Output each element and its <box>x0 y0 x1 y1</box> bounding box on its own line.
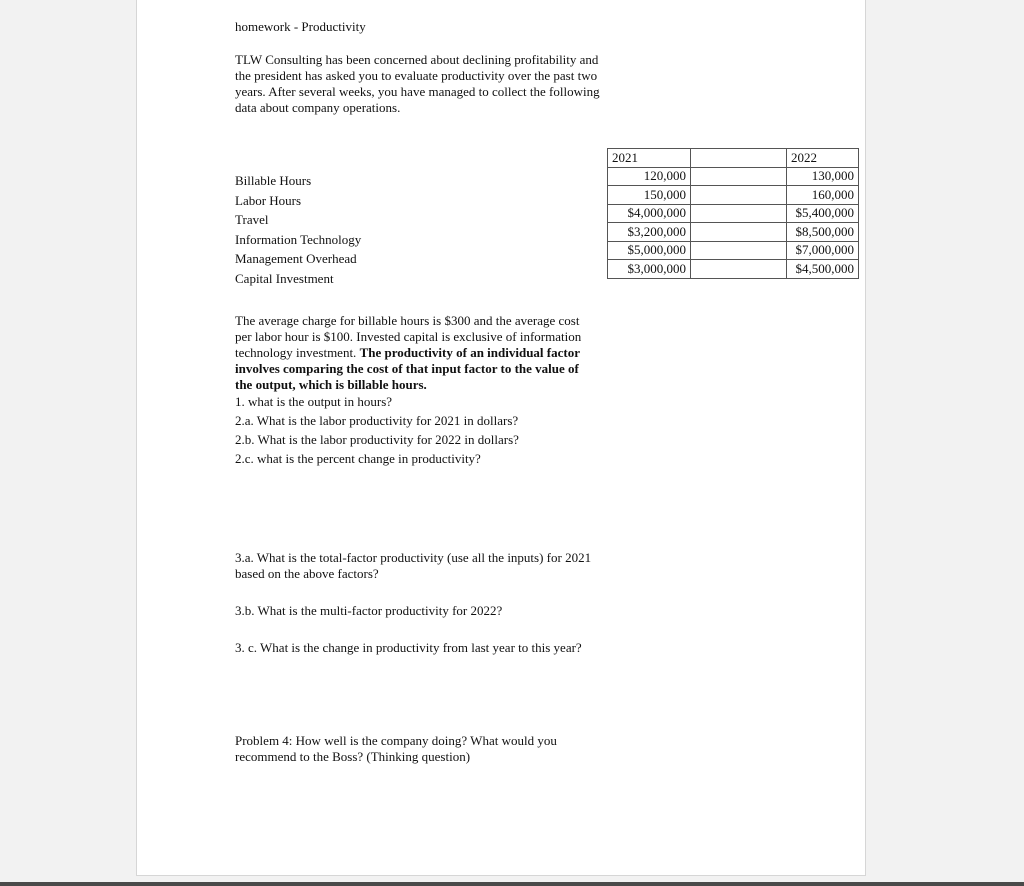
question-4: Problem 4: How well is the company doing? What would you recommend to the Boss? (Thinking question) <box>235 733 557 764</box>
document-page <box>136 0 866 876</box>
cell-2021: $3,000,000 <box>608 260 691 279</box>
label-management-overhead: Management Overhead <box>235 251 357 266</box>
cell-2022: $8,500,000 <box>787 223 859 242</box>
table-row <box>608 167 859 186</box>
table-row <box>608 204 859 223</box>
cell-2021: $5,000,000 <box>608 241 691 260</box>
label-labor-hours: Labor Hours <box>235 192 302 208</box>
instructions-text: The average charge for billable hours is $300 and the average cost per labor hour is $100. Invested capital is exclusive of information technology investment. <box>235 313 582 360</box>
cell-2022: $7,000,000 <box>787 241 859 260</box>
cell-2021: $3,200,000 <box>608 223 691 242</box>
question-3a: 3.a. What is the total-factor productivity (use all the inputs) for 2021 based on the above factors? <box>235 550 592 581</box>
table-row <box>608 241 859 260</box>
window-bottom-bar <box>0 882 1024 886</box>
cell-2022: 130,000 <box>787 167 859 186</box>
label-billable-hours: Billable Hours <box>235 173 312 188</box>
cell-2022: $5,400,000 <box>787 204 859 223</box>
cell-2022: $4,500,000 <box>787 260 859 279</box>
question-2a: 2.a. What is the labor productivity for 2021 in dollars? <box>235 413 519 428</box>
table-row <box>608 223 859 242</box>
table-row <box>608 260 859 279</box>
cell-empty <box>691 204 787 223</box>
cell-2022: 160,000 <box>787 186 859 205</box>
header-2022: 2022 <box>787 149 859 168</box>
label-information-technology: Information Technology <box>235 231 362 247</box>
cell-empty <box>691 167 787 186</box>
data-table <box>607 148 859 279</box>
header-empty <box>691 149 787 168</box>
table-row <box>608 186 859 205</box>
cell-empty <box>691 241 787 260</box>
cell-empty <box>691 186 787 205</box>
intro-paragraph: TLW Consulting has been concerned about declining profitability and the president has asked you to evaluate productivity over the past two years. After several weeks, you have managed to collect the following data about company operations. <box>235 52 600 115</box>
question-1: 1. what is the output in hours? <box>235 394 393 409</box>
cell-2021: $4,000,000 <box>608 204 691 223</box>
question-3c: 3. c. What is the change in productivity from last year to this year? <box>235 640 582 655</box>
instructions-paragraph <box>235 313 597 467</box>
table-header-row <box>608 149 859 168</box>
question-2b: 2.b. What is the labor productivity for 2022 in dollars? <box>235 432 519 447</box>
question-2c: 2.c. what is the percent change in productivity? <box>235 451 481 466</box>
row-labels <box>235 171 361 288</box>
cell-empty <box>691 260 787 279</box>
cell-empty <box>691 223 787 242</box>
cell-2021: 120,000 <box>608 167 691 186</box>
label-capital-investment: Capital Investment <box>235 270 334 286</box>
question-3b: 3.b. What is the multi-factor productivity for 2022? <box>235 603 503 618</box>
document-title: homework - Productivity <box>235 19 366 34</box>
cell-2021: 150,000 <box>608 186 691 205</box>
label-travel: Travel <box>235 212 269 227</box>
instructions-bold-text: The productivity of an individual factor involves comparing the cost of that input factor to the value of the output, which is billable hours. <box>235 345 580 392</box>
header-2021: 2021 <box>608 149 691 168</box>
